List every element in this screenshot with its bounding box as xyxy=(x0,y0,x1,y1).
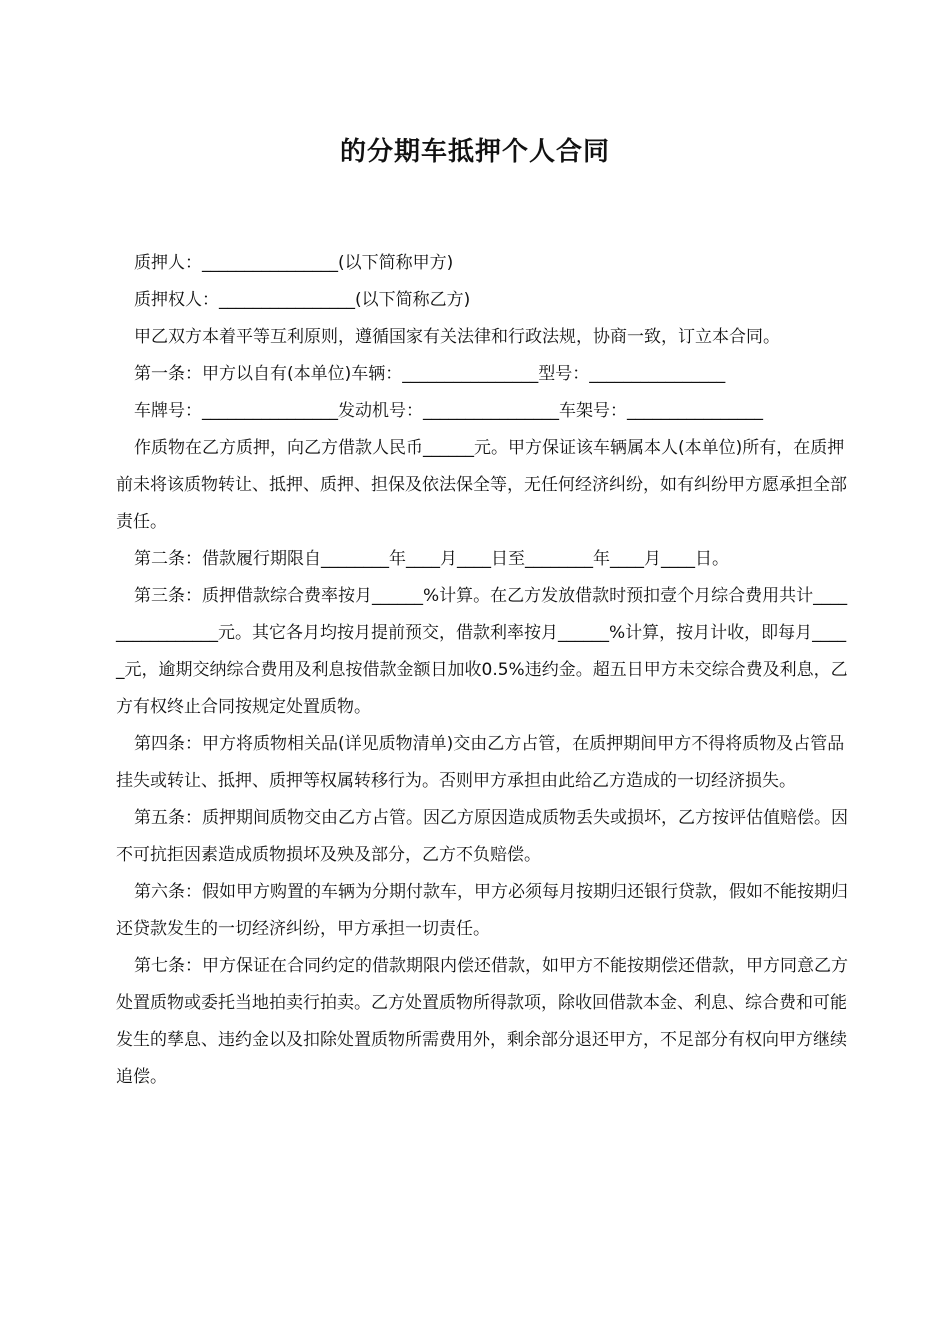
clause-3-paragraph: 第三条：质押借款综合费率按月______%计算。在乙方发放借款时预扣壹个月综合费用共计________________元。其它各月均按月提前预交，借款利率按月______%计算，按月计收，即每月_____元，逾期交纳综合费用及利息按借款金额日加收0.5%违约金。超五日甲方未交综合费及利息，乙方有权终止合同按规定处置质物。 xyxy=(116,586,848,717)
document-title: 的分期车抵押个人合同 xyxy=(339,137,610,167)
preamble-paragraph: 甲乙双方本着平等互利原则，遵循国家有关法律和行政法规，协商一致，订立本合同。 xyxy=(134,327,780,347)
clause-1-pledge-paragraph: 作质物在乙方质押，向乙方借款人民币______元。甲方保证该车辆属本人(本单位)所有，在质押前未将该质物转让、抵押、质押、担保及依法保全等，无任何经济纠纷，如有纠纷甲方愿承担全部责任。 xyxy=(116,438,847,532)
clause-6-paragraph: 第六条：假如甲方购置的车辆为分期付款车，甲方必须每月按期归还银行贷款，假如不能按期归还贷款发生的一切经济纠纷，甲方承担一切责任。 xyxy=(116,882,848,939)
clause-2-paragraph: 第二条：借款履行期限自________年____月____日至________年____月____日。 xyxy=(134,549,729,569)
clause-5-paragraph: 第五条：质押期间质物交由乙方占管。因乙方原因造成质物丢失或损坏，乙方按评估值赔偿。因不可抗拒因素造成质物损坏及殃及部分，乙方不负赔偿。 xyxy=(116,808,848,865)
clause-7-paragraph: 第七条：甲方保证在合同约定的借款期限内偿还借款，如甲方不能按期偿还借款，甲方同意乙方处置质物或委托当地拍卖行拍卖。乙方处置质物所得款项，除收回借款本金、利息、综合费和可能发生的孳息、违约金以及扣除处置质物所需费用外，剩余部分退还甲方，不足部分有权向甲方继续追偿。 xyxy=(116,956,848,1087)
clause-1-vehicle-line: 第一条：甲方以自有(本单位)车辆：________________型号：________________ xyxy=(134,364,726,384)
document-body xyxy=(116,245,852,1096)
clause-1-plate-line: 车牌号：________________发动机号：________________车架号：________________ xyxy=(134,401,763,421)
pledgee-line: 质押权人：________________(以下简称乙方) xyxy=(134,290,471,310)
clause-4-paragraph: 第四条：甲方将质物相关品(详见质物清单)交由乙方占管，在质押期间甲方不得将质物及占管品挂失或转让、抵押、质押等权属转移行为。否则甲方承担由此给乙方造成的一切经济损失。 xyxy=(116,734,845,791)
pledgor-line: 质押人：________________(以下简称甲方) xyxy=(134,253,454,273)
